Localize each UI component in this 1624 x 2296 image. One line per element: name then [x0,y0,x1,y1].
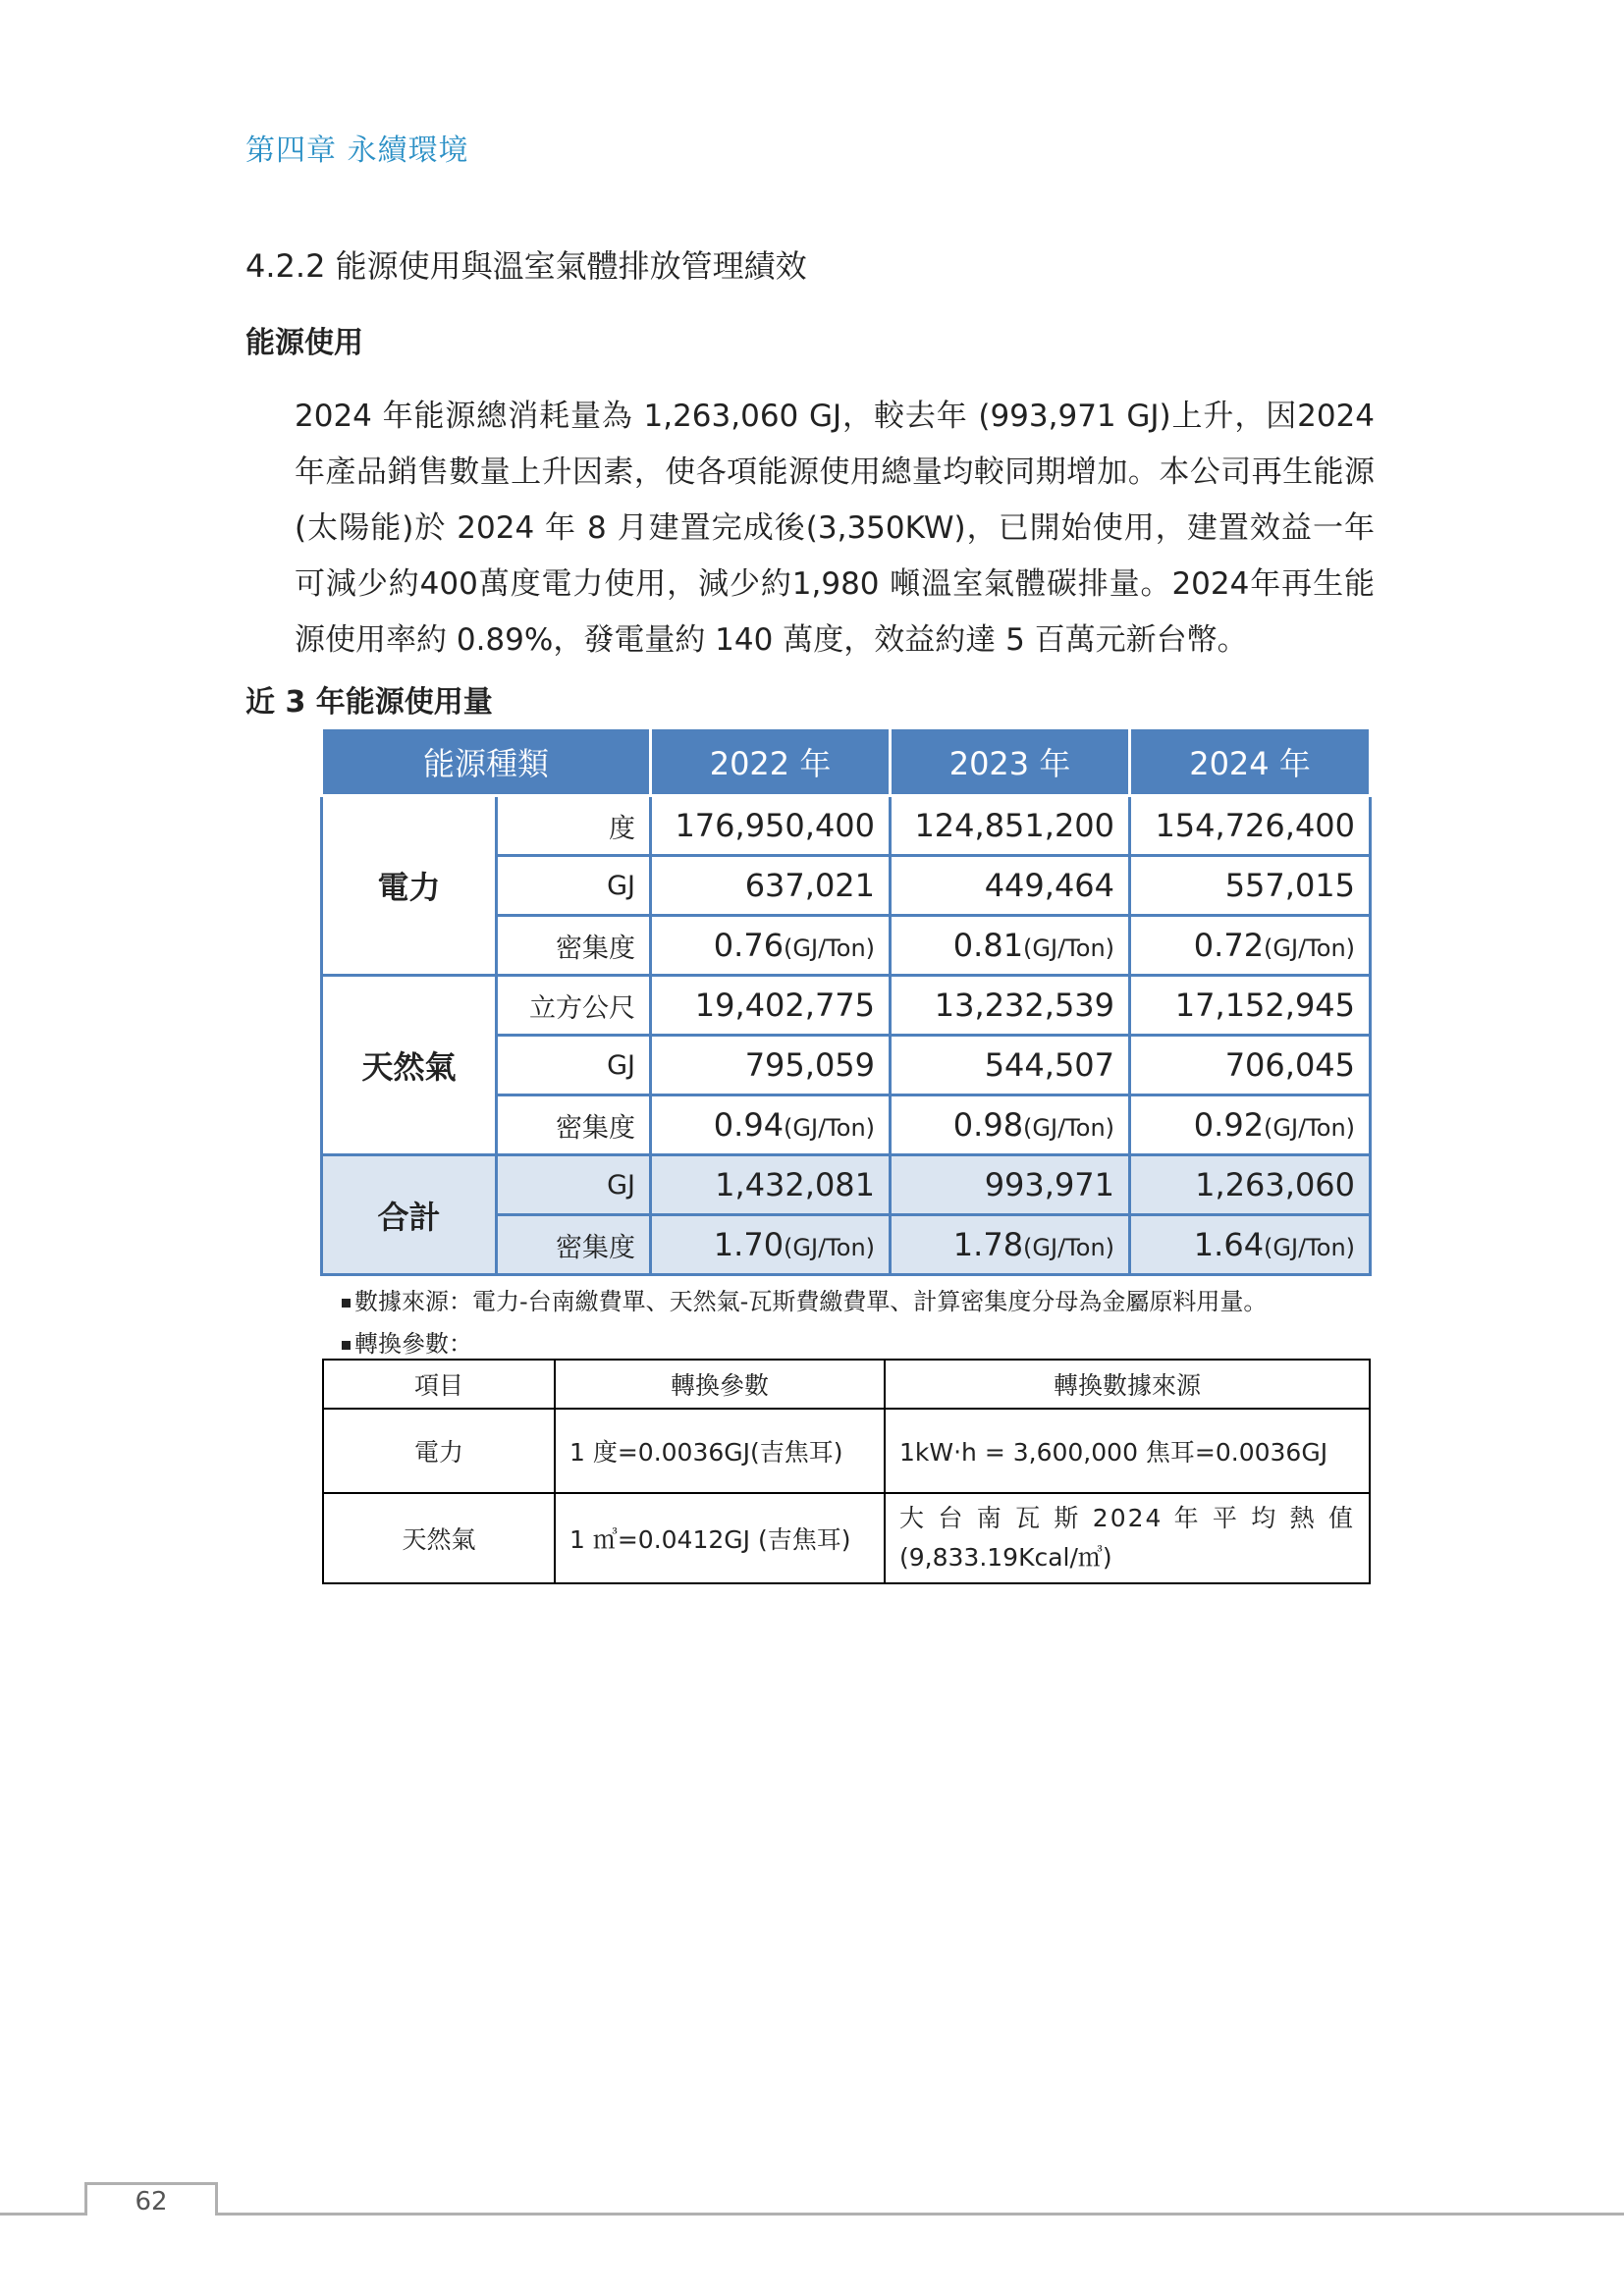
density-unit: (GJ/Ton) [1023,1234,1115,1261]
density-cell [891,916,1130,976]
header-year-2024: 2024 年 [1130,728,1371,796]
unit-cell: 度 [497,796,651,856]
density-value: 1.70 [713,1226,785,1263]
density-unit: (GJ/Ton) [1264,1114,1356,1142]
note-conversion-text: 轉換參數： [354,1330,472,1358]
header-param: 轉換參數 [555,1360,885,1409]
table-row [323,1493,1370,1583]
footer-divider [0,2213,1624,2216]
value-cell: 544,507 [891,1036,1130,1095]
density-unit: (GJ/Ton) [784,1234,876,1261]
group-label-total: 合計 [322,1155,497,1275]
density-value: 0.76 [713,927,785,964]
group-label-gas: 天然氣 [322,976,497,1155]
table-row [322,796,1371,856]
table-header-row [322,728,1371,796]
chapter-title: 第四章 永續環境 [245,133,469,168]
value-cell: 176,950,400 [651,796,891,856]
conversion-param: 1 度=0.0036GJ(吉焦耳) [555,1409,885,1493]
bullet-square-icon [342,1299,351,1308]
header-year-2022: 2022 年 [651,728,891,796]
conversion-source [885,1493,1370,1583]
conversion-source: 1kW‧h = 3,600,000 焦耳=0.0036GJ [885,1409,1370,1493]
unit-cell: GJ [497,1155,651,1215]
unit-cell: GJ [497,856,651,916]
unit-cell: GJ [497,1036,651,1095]
density-unit: (GJ/Ton) [784,1114,876,1142]
conversion-param: 1 ㎥=0.0412GJ (吉焦耳) [555,1493,885,1583]
table-row-total [322,1155,1371,1215]
value-cell: 124,851,200 [891,796,1130,856]
density-value: 0.92 [1193,1106,1265,1144]
density-unit: (GJ/Ton) [784,934,876,962]
unit-cell: 密集度 [497,1215,651,1275]
bullet-square-icon [342,1341,351,1350]
table-row [322,976,1371,1036]
note-data-source [342,1282,1267,1316]
density-unit: (GJ/Ton) [1023,1114,1115,1142]
value-cell: 993,971 [891,1155,1130,1215]
page-number: 62 [84,2182,218,2216]
value-cell: 637,021 [651,856,891,916]
value-cell: 154,726,400 [1130,796,1371,856]
density-cell [891,1215,1130,1275]
header-energy-type: 能源種類 [322,728,651,796]
conversion-item: 電力 [323,1409,555,1493]
density-unit: (GJ/Ton) [1023,934,1115,962]
note-conversion [342,1324,472,1359]
conversion-header-row [323,1360,1370,1409]
value-cell: 17,152,945 [1130,976,1371,1036]
body-paragraph [295,389,1375,668]
density-cell [651,1095,891,1155]
value-cell: 557,015 [1130,856,1371,916]
value-cell: 1,263,060 [1130,1155,1371,1215]
density-cell [651,916,891,976]
conversion-item: 天然氣 [323,1493,555,1583]
header-source: 轉換數據來源 [885,1360,1370,1409]
density-value: 0.72 [1193,927,1265,964]
density-cell [651,1215,891,1275]
value-cell: 13,232,539 [891,976,1130,1036]
density-cell [1130,916,1371,976]
section-title: 4.2.2 能源使用與溫室氣體排放管理績效 [245,247,807,285]
value-cell: 449,464 [891,856,1130,916]
energy-usage-table [320,726,1372,1276]
table-row [323,1409,1370,1493]
note-data-source-text: 數據來源：電力-台南繳費單、天然氣-瓦斯費繳費單、計算密集度分母為金屬原料用量。 [354,1288,1268,1315]
group-label-electricity: 電力 [322,796,497,976]
sub-heading: 能源使用 [245,326,363,360]
density-value: 0.94 [713,1106,785,1144]
unit-cell: 立方公尺 [497,976,651,1036]
value-cell: 795,059 [651,1036,891,1095]
conversion-table [322,1359,1371,1584]
density-cell [1130,1095,1371,1155]
density-value: 1.64 [1193,1226,1265,1263]
density-cell [891,1095,1130,1155]
table-title: 近 3 年能源使用量 [245,685,493,720]
value-cell: 706,045 [1130,1036,1371,1095]
density-unit: (GJ/Ton) [1264,934,1356,962]
body-paragraph-text: 2024 年能源總消耗量為 1,263,060 GJ，較去年 (993,971 GJ)上升，因2024 年產品銷售數量上升因素，使各項能源使用總量均較同期增加。本公司再生能源(太陽能)於 2024 年 8 月建置完成後(3,350KW)，已開始使用，建置效益一年可減少約400萬度電力使用，減少約1,980 噸溫室氣體碳排量。2024年再生能源使用率約 0.89%，發電量約 140 萬度，效益約達 5 百萬元新台幣。 [295,399,1375,658]
value-cell: 19,402,775 [651,976,891,1036]
unit-cell: 密集度 [497,1095,651,1155]
density-value: 1.78 [952,1226,1024,1263]
header-item: 項目 [323,1360,555,1409]
conversion-source-line2: (9,833.19Kcal/㎥) [899,1543,1112,1572]
header-year-2023: 2023 年 [891,728,1130,796]
density-value: 0.98 [952,1106,1024,1144]
unit-cell: 密集度 [497,916,651,976]
density-cell [1130,1215,1371,1275]
value-cell: 1,432,081 [651,1155,891,1215]
conversion-source-line1: 大 台 南 瓦 斯 2024 年 平 均 熱 值 [899,1504,1355,1532]
density-value: 0.81 [952,927,1024,964]
density-unit: (GJ/Ton) [1264,1234,1356,1261]
